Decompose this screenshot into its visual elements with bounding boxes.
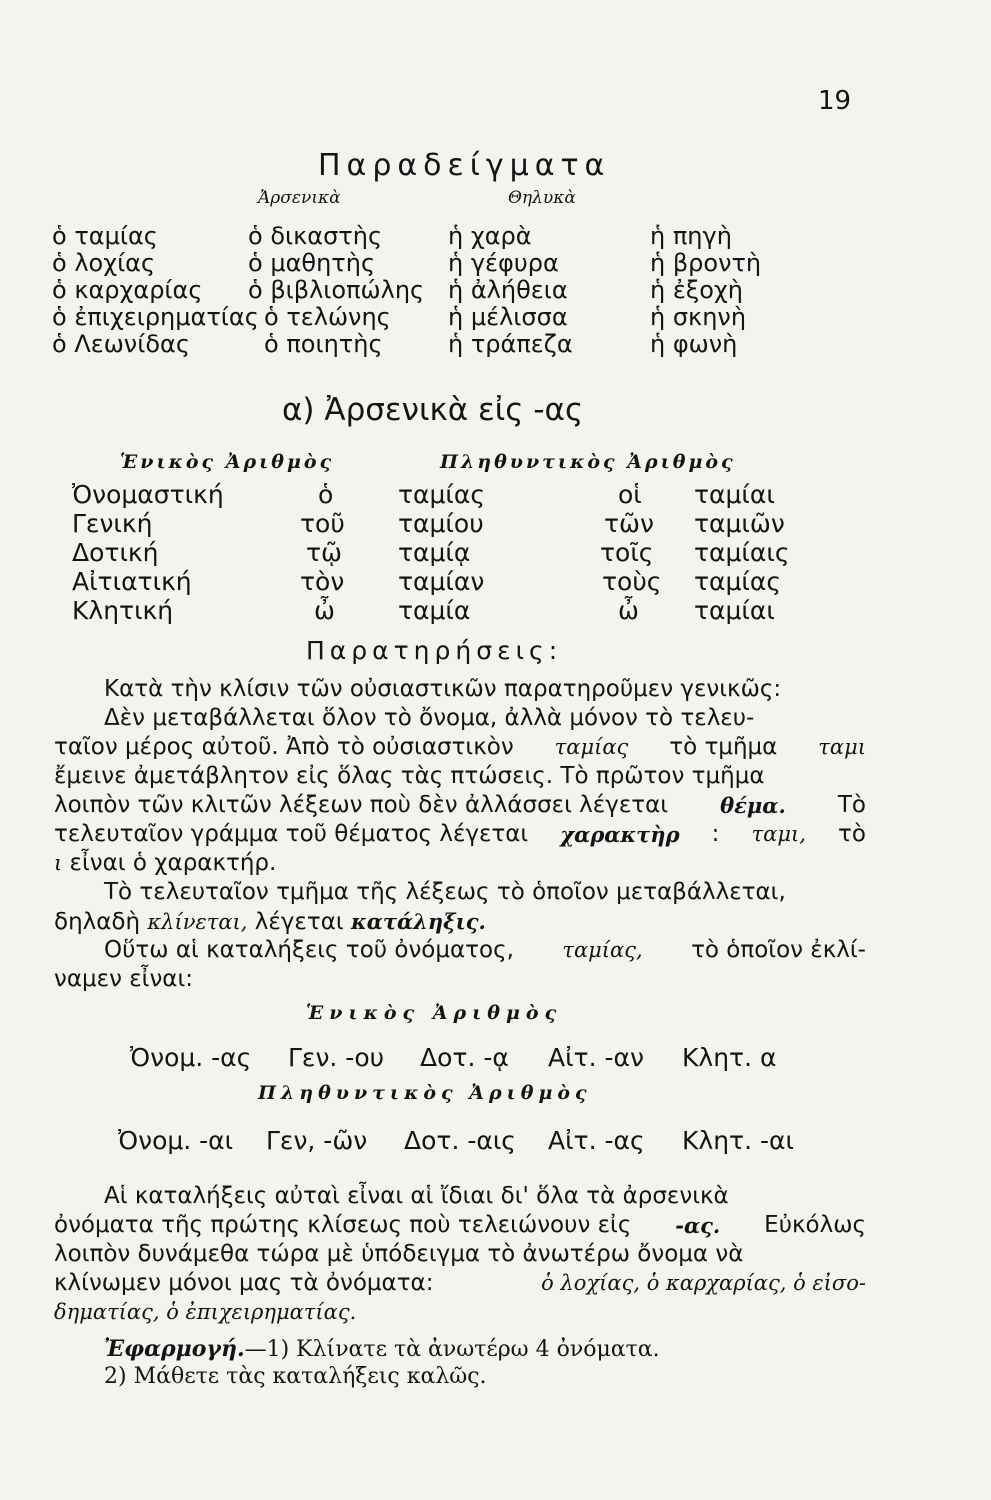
exercise-label: Ἐφαρμογή. (104, 1336, 245, 1362)
text-span: λέγεται (254, 909, 344, 935)
remarks-line (104, 936, 866, 965)
remarks-title: Παρατηρήσεις: (306, 636, 563, 665)
example-cell: ὁ Λεωνίδας (52, 330, 190, 358)
example-cell: ὁ καρχαρίας (52, 276, 203, 304)
ending-item: Κλητ. α (682, 1043, 777, 1072)
word-form: ταμίαι (694, 596, 775, 625)
remarks-line (54, 791, 866, 820)
text-span: Οὕτω αἱ καταλήξεις τοῦ ὀνόματος, (104, 937, 514, 963)
example-cell: ὁ βιβλιοπώλης (248, 276, 425, 304)
italic-word: ταμίας, (562, 938, 643, 962)
text-span: κλίνωμεν μόνοι μας τὰ ὀνόματα: (54, 1270, 434, 1296)
remarks-line: Τὸ τελευταῖον τμῆμα τῆς λέξεως τὸ ὁποῖον μεταβάλλεται, (104, 879, 786, 905)
word-form: ταμιῶν (694, 509, 785, 538)
example-cell: ὁ ταμίας (52, 222, 158, 250)
endings-singular-label: Ἑνικὸς Ἀριθμὸς (306, 1002, 563, 1024)
exercise-line (104, 1336, 660, 1362)
conclusion-line: λοιπὸν δυνάμεθα τώρα μὲ ὑπόδειγμα τὸ ἀνωτέρω ὄνομα νὰ (54, 1241, 744, 1267)
italic-word: χαρακτὴρ (560, 822, 680, 847)
singular-label: Ἑνικὸς Ἀριθμὸς (120, 451, 335, 473)
remarks-line (54, 907, 486, 937)
example-cell: ὁ δικαστὴς (248, 222, 383, 250)
word-form: ταμίαν (398, 567, 485, 596)
ending-item: Γεν, -ῶν (266, 1126, 368, 1155)
page-number: 19 (818, 86, 852, 116)
text-span: λοιπὸν τῶν κλιτῶν λέξεων ποὺ δὲν ἀλλάσσει λέγεται (54, 792, 669, 818)
example-cell: ὁ μαθητὴς (248, 249, 376, 277)
article: τοῦ (300, 509, 345, 538)
article: τοὺς (602, 567, 662, 596)
example-cell: ὁ ποιητὴς (264, 330, 383, 358)
example-cell: ἡ βροντὴ (650, 249, 762, 277)
article: τὸν (300, 567, 345, 596)
italic-word: ταμι, (751, 822, 806, 846)
text-span: τὸ τμῆμα (669, 734, 778, 760)
ending-item: Ὀνομ. -αι (118, 1126, 234, 1155)
case-name: Κλητική (72, 596, 174, 625)
case-name: Αἰτιατική (72, 567, 192, 596)
example-cell: ἡ γέφυρα (448, 249, 559, 277)
example-cell: ἡ τράπεζα (448, 330, 573, 358)
ending-item: Αἰτ. -αν (548, 1043, 644, 1072)
italic-word: κατάληξις. (350, 909, 486, 934)
text-span: ὀνόματα τῆς πρώτης κλίσεως ποὺ τελειώνουν εἰς (54, 1212, 632, 1238)
text-span: —1) Κλίνατε τὰ ἀνωτέρω 4 ὀνόματα. (244, 1337, 660, 1362)
text-span: τὸ ὁποῖον ἐκλί- (691, 937, 866, 963)
example-cell: ἡ φωνὴ (650, 330, 738, 358)
text-span: ταῖον μέρος αὐτοῦ. Ἀπὸ τὸ οὐσιαστικὸν (54, 734, 514, 760)
example-cell: ἡ χαρὰ (448, 222, 532, 250)
exercise-line: 2) Μάθετε τὰς καταλήξεις καλῶς. (104, 1364, 487, 1389)
example-cell: ἡ πηγὴ (650, 222, 732, 250)
article: ὁ (318, 480, 334, 509)
example-cell: ὁ λοχίας (52, 249, 156, 277)
conclusion-line: Αἱ καταλήξεις αὐταὶ εἶναι αἱ ἴδιαι δι' ὅλα τὰ ἀρσενικὰ (104, 1183, 729, 1209)
word-form: ταμία (398, 596, 471, 625)
example-cell: ἡ σκηνὴ (650, 303, 747, 331)
example-cell: ὁ ἐπιχειρηματίας (52, 303, 259, 331)
remarks-line (54, 733, 866, 762)
italic-word: θέμα. (720, 793, 786, 818)
text-span: εἶναι ὁ χαρακτήρ. (69, 850, 277, 876)
example-cell: ἡ ἀλήθεια (448, 276, 568, 304)
section-heading: α) Ἀρσενικὰ εἰς -ας (282, 392, 584, 428)
ending-item: Κλητ. -αι (682, 1126, 794, 1155)
ending-item: Ὀνομ. -ας (130, 1043, 252, 1072)
ending-item: Γεν. -ου (288, 1043, 385, 1072)
conclusion-line (54, 1269, 866, 1298)
ending-item: Δοτ. -αις (404, 1126, 516, 1155)
word-form: ταμίου (398, 509, 484, 538)
remarks-line: ναμεν εἶναι: (54, 966, 193, 992)
remarks-line: ἔμεινε ἀμετάβλητον εἰς ὅλας τὰς πτώσεις. Τὸ πρῶτον τμῆμα (54, 763, 765, 789)
conclusion-line (54, 1298, 356, 1327)
text-span: : (711, 821, 720, 847)
word-form: ταμίαι (694, 480, 775, 509)
case-name: Δοτική (72, 538, 159, 567)
feminine-label: Θηλυκὰ (508, 188, 576, 208)
remarks-line (54, 849, 276, 878)
text-span: Εὐκόλως (764, 1212, 866, 1238)
article: οἱ (618, 480, 642, 509)
text-span: δηλαδὴ (54, 909, 141, 935)
masculine-label: Ἀρσενικὰ (258, 188, 341, 208)
text-span: τὸ (838, 821, 866, 847)
case-name: Ὀνομαστική (72, 480, 224, 509)
conclusion-line (54, 1211, 866, 1240)
example-cell: ὁ τελώνης (264, 303, 391, 331)
remarks-line: Δὲν μεταβάλλεται ὅλον τὸ ὄνομα, ἀλλὰ μόνον τὸ τελευ- (104, 705, 755, 731)
word-form: ταμίας (694, 567, 782, 596)
remarks-line (54, 820, 866, 849)
endings-plural-label: Πληθυντικὸς Ἀριθμὸς (258, 1082, 592, 1104)
example-cell: ἡ ἐξοχὴ (650, 276, 743, 304)
italic-word: -ας. (675, 1213, 721, 1238)
examples-title: Παραδείγματα (318, 148, 611, 183)
article: ὦ (314, 596, 335, 625)
word-form: ταμίαις (694, 538, 790, 567)
word-form: ταμίας (398, 480, 486, 509)
text-span: Τὸ (837, 792, 866, 818)
case-name: Γενική (72, 509, 153, 538)
italic-word: κλίνεται, (147, 910, 248, 934)
example-cell: ἡ μέλισσα (448, 303, 568, 331)
italic-word: ταμίας (554, 735, 629, 759)
word-form: ταμίᾳ (398, 538, 471, 567)
italic-word: δηματίας, ὁ ἐπιχειρηματίας. (54, 1300, 357, 1324)
plural-label: Πληθυντικὸς Ἀριθμὸς (440, 451, 736, 473)
ending-item: Αἰτ. -ας (548, 1126, 645, 1155)
italic-word: ι (54, 851, 63, 875)
article: τῶν (604, 509, 654, 538)
italic-word: ὁ λοχίας, ὁ καρχαρίας, ὁ εἰσο- (541, 1271, 866, 1295)
remarks-line: Κατὰ τὴν κλίσιν τῶν οὐσιαστικῶν παρατηροῦμεν γενικῶς: (104, 676, 782, 702)
text-span: τελευταῖον γράμμα τοῦ θέματος λέγεται (54, 821, 529, 847)
ending-item: Δοτ. -ᾳ (420, 1043, 509, 1072)
article: τῷ (306, 538, 342, 567)
article: ὦ (618, 596, 639, 625)
article: τοῖς (600, 538, 654, 567)
italic-word: ταμι (818, 735, 866, 759)
